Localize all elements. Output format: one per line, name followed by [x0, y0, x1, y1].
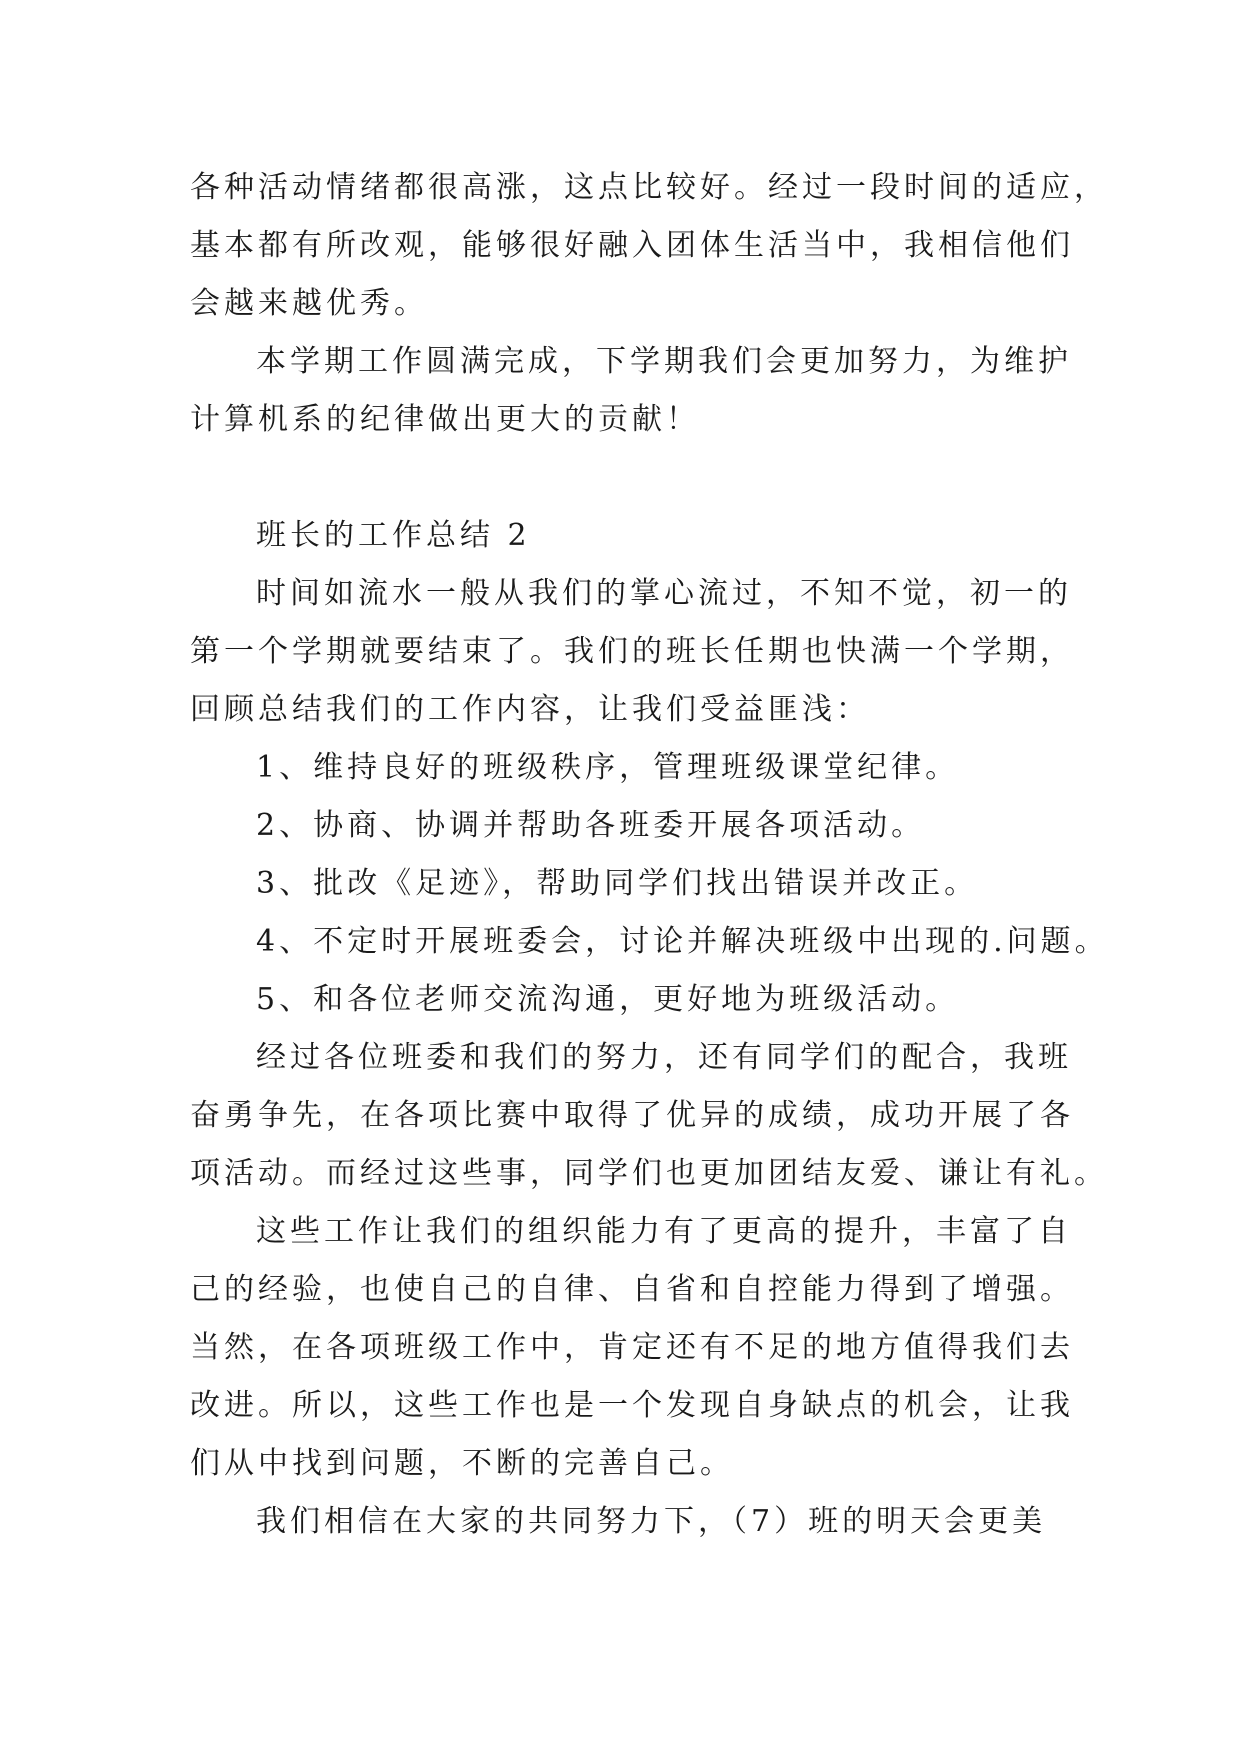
text-line: 奋勇争先，在各项比赛中取得了优异的成绩，成功开展了各 — [190, 1098, 1074, 1133]
list-item: 4、不定时开展班委会，讨论并解决班级中出现的.问题。 — [256, 924, 1109, 959]
text-line: 己的经验，也使自己的自律、自省和自控能力得到了增强。 — [190, 1272, 1074, 1307]
text-line: 改进。所以，这些工作也是一个发现自身缺点的机会，让我 — [190, 1388, 1074, 1423]
text-line: 各种活动情绪都很高涨，这点比较好。经过一段时间的适应， — [190, 170, 1108, 205]
text-line: 这些工作让我们的组织能力有了更高的提升，丰富了自 — [256, 1214, 1072, 1249]
list-item: 5、和各位老师交流沟通，更好地为班级活动。 — [256, 982, 960, 1017]
text-line: 本学期工作圆满完成，下学期我们会更加努力，为维护 — [256, 344, 1072, 379]
text-line: 我们相信在大家的共同努力下，（7）班的明天会更美 — [256, 1504, 1047, 1539]
text-line: 计算机系的纪律做出更大的贡献！ — [190, 402, 700, 437]
list-item: 1、维持良好的班级秩序，管理班级课堂纪律。 — [256, 750, 960, 785]
text-line: 第一个学期就要结束了。我们的班长任期也快满一个学期， — [190, 634, 1074, 669]
text-line: 经过各位班委和我们的努力，还有同学们的配合，我班 — [256, 1040, 1072, 1075]
list-item: 3、批改《足迹》，帮助同学们找出错误并改正。 — [256, 866, 979, 901]
text-line: 当然，在各项班级工作中，肯定还有不足的地方值得我们去 — [190, 1330, 1074, 1365]
text-line: 基本都有所改观，能够很好融入团体生活当中，我相信他们 — [190, 228, 1074, 263]
section-title: 班长的工作总结 2 — [256, 518, 531, 553]
text-line: 项活动。而经过这些事，同学们也更加团结友爱、谦让有礼。 — [190, 1156, 1108, 1191]
text-line: 会越来越优秀。 — [190, 286, 428, 321]
list-item: 2、协商、协调并帮助各班委开展各项活动。 — [256, 808, 926, 843]
text-line: 回顾总结我们的工作内容，让我们受益匪浅： — [190, 692, 870, 727]
text-line: 时间如流水一般从我们的掌心流过，不知不觉，初一的 — [256, 576, 1072, 611]
text-line: 们从中找到问题，不断的完善自己。 — [190, 1446, 734, 1481]
